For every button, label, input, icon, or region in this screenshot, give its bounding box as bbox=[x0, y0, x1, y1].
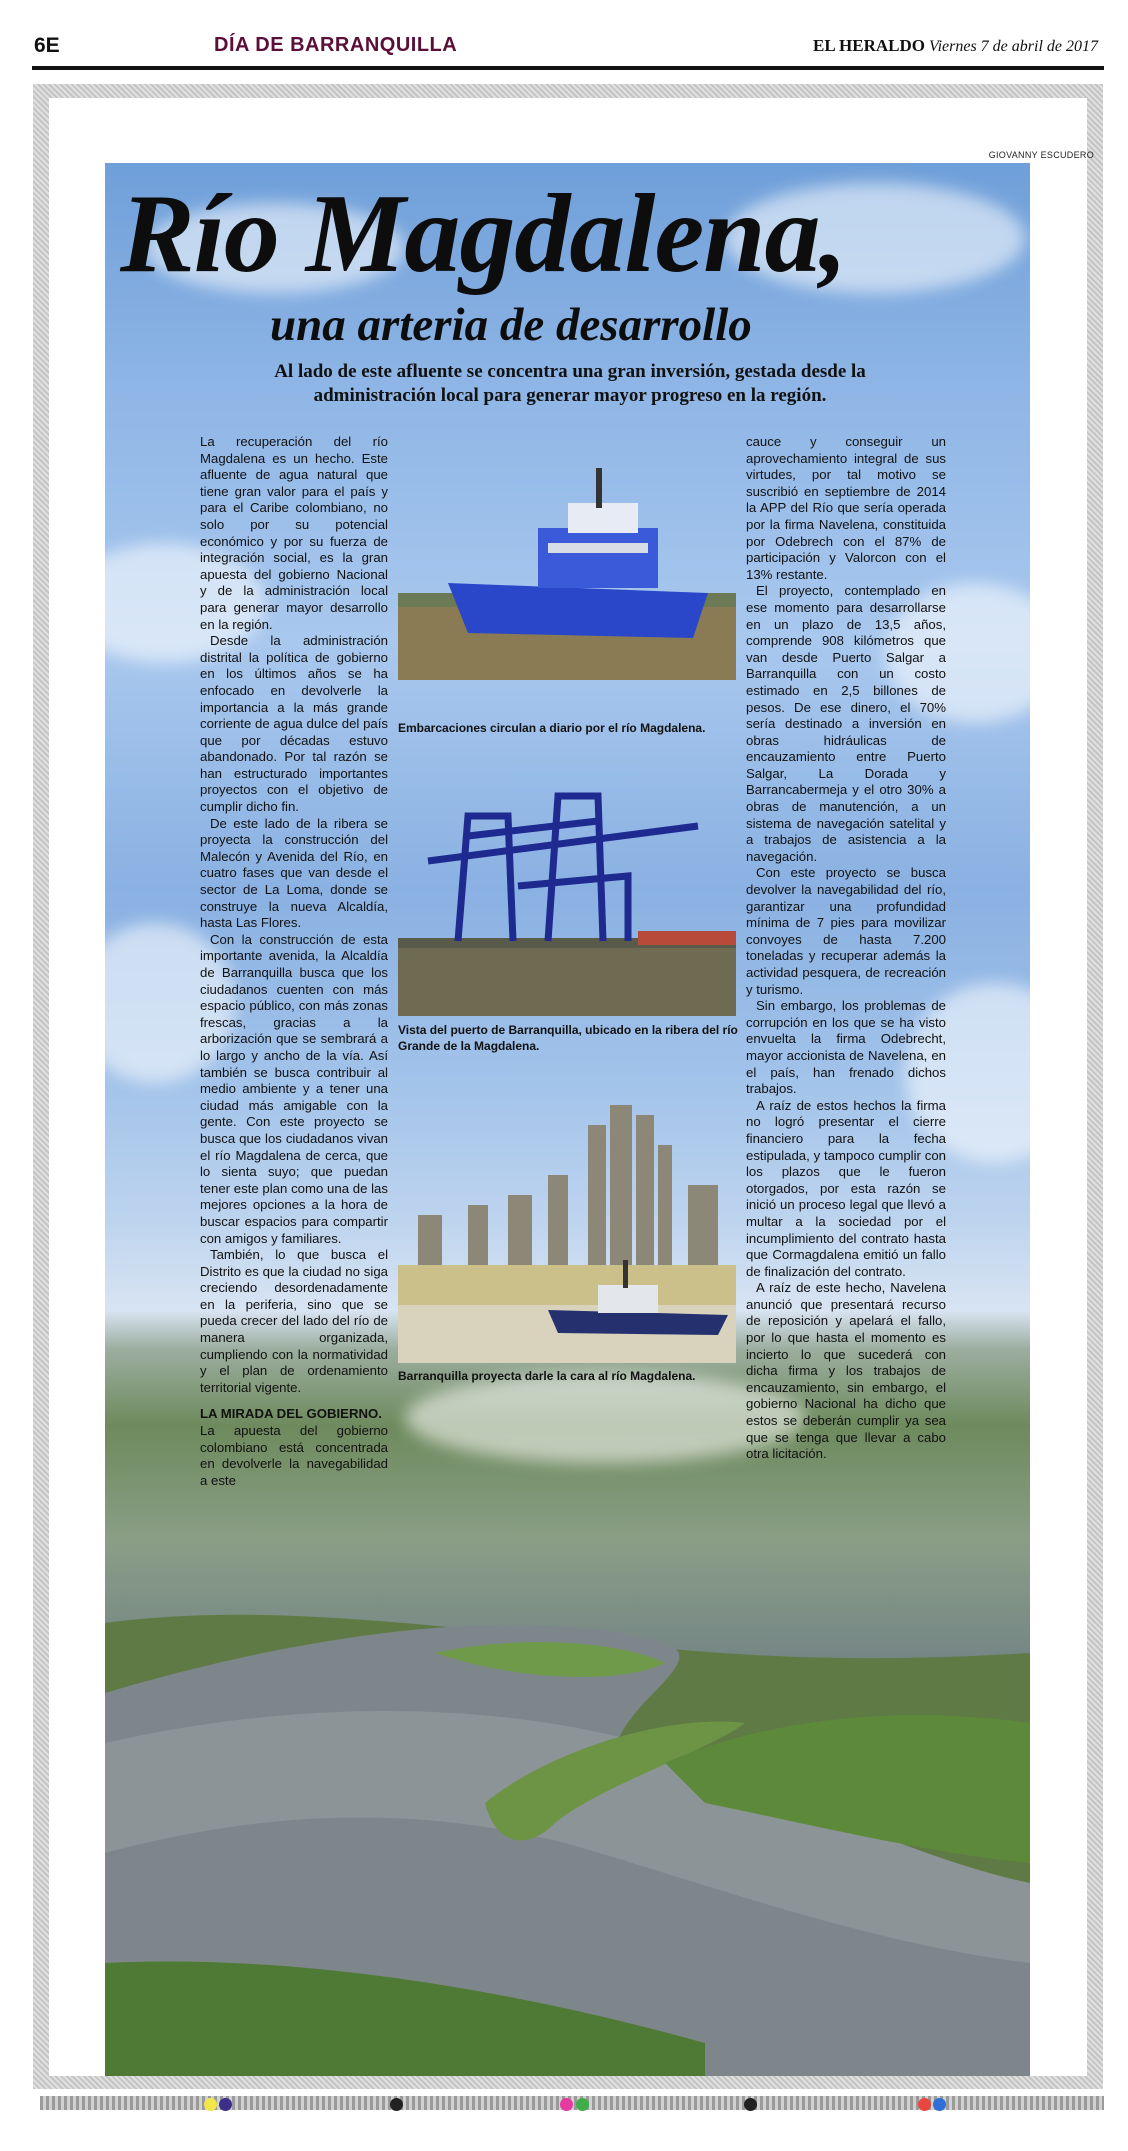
color-dot-blue bbox=[219, 2098, 232, 2111]
paragraph: De este lado de la ribera se proyecta la construcción del Malecón y Avenida del Río, en cuatro fases que van desde el sector de La Loma, donde se construye la nueva Alcaldía, hasta Las Flores. bbox=[200, 815, 388, 931]
right-column bbox=[746, 434, 946, 1463]
header-rule bbox=[32, 66, 1104, 70]
left-column bbox=[200, 434, 388, 1489]
color-dot-magenta bbox=[560, 2098, 573, 2111]
photo-caption: Vista del puerto de Barranquilla, ubicado en la ribera del río Grande de la Magdalena. bbox=[398, 1023, 738, 1053]
section-title: DÍA DE BARRANQUILLA bbox=[214, 34, 458, 56]
paragraph: La recuperación del río Magdalena es un hecho. Este afluente de agua natural que tiene gran valor para el país y para el Caribe colombiano, no solo por su potencial económico y por su fuerza de integración social, es la gran apuesta del gobierno Nacional y de la administración local para generar mayor desarrollo en la región. bbox=[200, 434, 388, 632]
paragraph: Con este proyecto se busca devolver la navegabilidad del río, garantizar una profundidad mínima de 7 pies para movilizar convoyes de hasta 7.200 toneladas y recuperar además la actividad pesquera, de recreación y turismo. bbox=[746, 865, 946, 997]
city-skyline-photo-art bbox=[398, 1085, 736, 1363]
section-subhead: LA MIRADA DEL GOBIERNO. bbox=[200, 1406, 382, 1422]
paragraph: cauce y conseguir un aprovechamiento integral de sus virtudes, por tal motivo se suscribió en septiembre de 2014 la APP del Río que sería operada por la firma Navelena, constituida por Odebrech con el 87% de participación y Valorcon con el 13% restante. bbox=[746, 434, 946, 582]
page-number: 6E bbox=[34, 34, 60, 57]
paragraph: También, lo que busca el Distrito es que la ciudad no siga creciendo desordenadamente en la periferia, sino que se pueda crecer del lado del río de manera organizada, cumpliendo con la normatividad y el plan de ordenamiento territorial vigente. bbox=[200, 1247, 388, 1395]
color-dot-blue bbox=[933, 2098, 946, 2111]
paragraph: Con la construcción de esta importante avenida, la Alcaldía de Barranquilla busca que los ciudadanos cuenten con más espacio público, con más zonas frescas, gracias a la arborización que se sembrará a lo largo y ancho de la vía. Así también se busca contribuir al medio ambiente y a tener una ciudad más amigable con la gente. Con este proyecto se busca que los ciudadanos vivan el río Magdalena de cerca, que lo sienta suyo; que puedan tener este plan como una de las mejores opciones a la hora de buscar espacios para compartir con amigos y familiares. bbox=[200, 931, 388, 1246]
page-header bbox=[0, 0, 1128, 70]
issue-date: Viernes 7 de abril de 2017 bbox=[928, 38, 1098, 55]
color-dot-black bbox=[390, 2098, 403, 2111]
paragraph: La apuesta del gobierno colombiano está concentrada en devolverle la navegabilidad a este bbox=[200, 1423, 388, 1488]
paragraph: El proyecto, contemplado en ese momento para desarrollarse en un plazo de 13,5 años, comprende 908 kilómetros que van desde Puerto Salgar a Barranquilla con un costo estimado en 2,5 billones de pesos. De ese dinero, el 70% sería destinado a inversión en obras hidráulicas de encauzamiento entre Puerto Salgar, La Dorada y Barrancabermeja y el otro 30% a obras de manutención, a un sistema de navegación satelital y a trabajos de asistencia a la navegación. bbox=[746, 583, 946, 864]
newspaper-name: EL HERALDO bbox=[813, 36, 925, 55]
paragraph: A raíz de este hecho, Navelena anunció que presentará recurso de reposición y apelará el fallo, por lo que hasta el momento es incierto lo que sucederá con dicha firma y los trabajos de encauzamiento, sin embargo, el gobierno Nacional ha dicho que estos se deberán cumplir ya sea que se tenga que llevar a cabo otra licitación. bbox=[746, 1280, 946, 1462]
headline-subtitle: una arteria de desarrollo bbox=[270, 299, 752, 351]
paragraph: Desde la administración distrital la política de gobierno en los últimos años se ha enfocado en devolverle la importancia a la más grande corriente de agua dulce del país que por décadas estuvo abandonado. Por tal razón se han estructurado importantes proyectos con el objetivo de cumplir dicho fin. bbox=[200, 633, 388, 815]
photo-caption: Barranquilla proyecta darle la cara al río Magdalena. bbox=[398, 1369, 696, 1383]
paragraph: A raíz de estos hechos la firma no logró presentar el cierre financiero para la fecha estipulada, y tampoco cumplir con los plazos que le fueron otorgados, por esta razón se inició un proceso legal que llevó a multar a la sociedad por el incumplimiento del contrato hasta que Cormagdalena emitió un fallo de finalización del contrato. bbox=[746, 1097, 946, 1279]
color-dot-yellow bbox=[204, 2098, 217, 2111]
port-crane-photo-art bbox=[398, 766, 736, 1016]
paragraph: Sin embargo, los problemas de corrupción en los que se ha visto envuelta la firma Odebrecht, mayor accionista de Navelena, en el país, han frenado dichos trabajos. bbox=[746, 998, 946, 1097]
photo-caption: Embarcaciones circulan a diario por el río Magdalena. bbox=[398, 721, 706, 735]
article-deck: Al lado de este afluente se concentra una gran inversión, gestada desde la administración local para generar mayor progreso en la región. bbox=[274, 361, 866, 406]
ship-photo-art bbox=[398, 433, 736, 680]
photo-credit: GIOVANNY ESCUDERO bbox=[988, 150, 1094, 160]
color-dot-black bbox=[744, 2098, 757, 2111]
masthead-date bbox=[813, 36, 1098, 56]
color-dot-red bbox=[918, 2098, 931, 2111]
headline: Río Magdalena, bbox=[120, 172, 847, 296]
color-dot-green bbox=[576, 2098, 589, 2111]
